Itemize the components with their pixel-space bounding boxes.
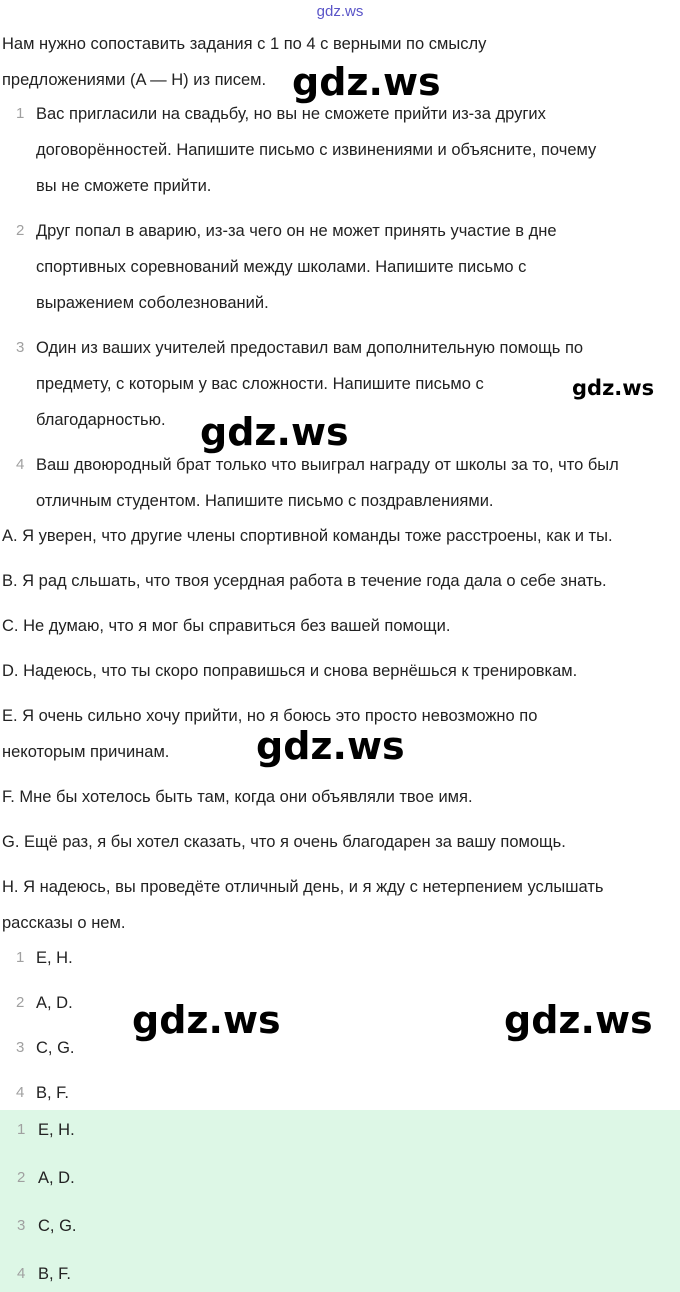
task-text: выражением соболезнований. [36,294,269,312]
sentence-c: C. Не думаю, что я мог бы справиться без вашей помощи. [2,617,451,635]
task-text: предмету, с которым у вас сложности. Напишите письмо с [36,375,484,393]
answer-number: 3 [17,1217,26,1234]
task-number: 4 [16,456,25,473]
task-number: 1 [16,105,25,122]
sentence-g: G. Ещё раз, я бы хотел сказать, что я очень благодарен за вашу помощь. [2,833,566,851]
answer-highlight-box [0,1110,680,1292]
task-text: вы не сможете прийти. [36,177,212,195]
watermark: gdz.ws [504,998,653,1042]
sentence-a: A. Я уверен, что другие члены спортивной команды тоже расстроены, как и ты. [2,527,613,545]
answer-number: 4 [16,1084,25,1101]
task-text: договорённостей. Напишите письмо с извинениями и объясните, почему [36,141,597,159]
answer-value: E, H. [36,949,73,967]
watermark: gdz.ws [256,724,405,768]
answer-number: 2 [17,1169,26,1186]
intro-line-1: Нам нужно сопоставить задания с 1 по 4 с верными по смыслу [2,35,487,53]
task-text: Один из ваших учителей предоставил вам дополнительную помощь по [36,339,584,357]
answer-value: E, H. [38,1121,75,1139]
sentence-b: B. Я рад сльшать, что твоя усердная работа в течение года дала о себе знать. [2,572,607,590]
task-number: 2 [16,222,25,239]
watermark: gdz.ws [200,410,349,454]
watermark: gdz.ws [292,60,441,104]
answer-number: 1 [17,1121,26,1138]
answer-value: C, G. [36,1039,75,1057]
answer-number: 3 [16,1039,25,1056]
site-header-link[interactable]: gdz.ws [316,3,364,20]
intro-line-2: предложениями (A — H) из писем. [2,71,267,89]
answer-number: 1 [16,949,25,966]
task-text: Вас пригласили на свадьбу, но вы не сможете прийти из-за других [36,105,546,123]
task-text: спортивных соревнований между школами. Напишите письмо с [36,258,527,276]
watermark: gdz.ws [572,376,655,400]
sentence-h: H. Я надеюсь, вы проведёте отличный день, и я жду с нетерпением услышать [2,878,604,896]
answer-value: B, F. [36,1084,70,1102]
sentence-h-cont: рассказы о нем. [2,914,126,932]
answer-value: C, G. [38,1217,77,1235]
sentence-e: E. Я очень сильно хочу прийти, но я боюсь это просто невозможно по [2,707,538,725]
answer-value: A, D. [36,994,73,1012]
task-text: отличным студентом. Напишите письмо с поздравлениями. [36,492,494,510]
task-text: Ваш двоюродный брат только что выиграл награду от школы за то, что был [36,456,619,474]
task-text: благодарностью. [36,411,166,429]
sentence-f: F. Мне бы хотелось быть там, когда они объявляли твое имя. [2,788,473,806]
answer-number: 4 [17,1265,26,1282]
answer-value: A, D. [38,1169,75,1187]
task-number: 3 [16,339,25,356]
sentence-d: D. Надеюсь, что ты скоро поправишься и снова вернёшься к тренировкам. [2,662,578,680]
watermark: gdz.ws [132,998,281,1042]
task-text: Друг попал в аварию, из-за чего он не может принять участие в дне [36,222,557,240]
sentence-e-cont: некоторым причинам. [2,743,170,761]
answer-number: 2 [16,994,25,1011]
answer-value: B, F. [38,1265,72,1283]
